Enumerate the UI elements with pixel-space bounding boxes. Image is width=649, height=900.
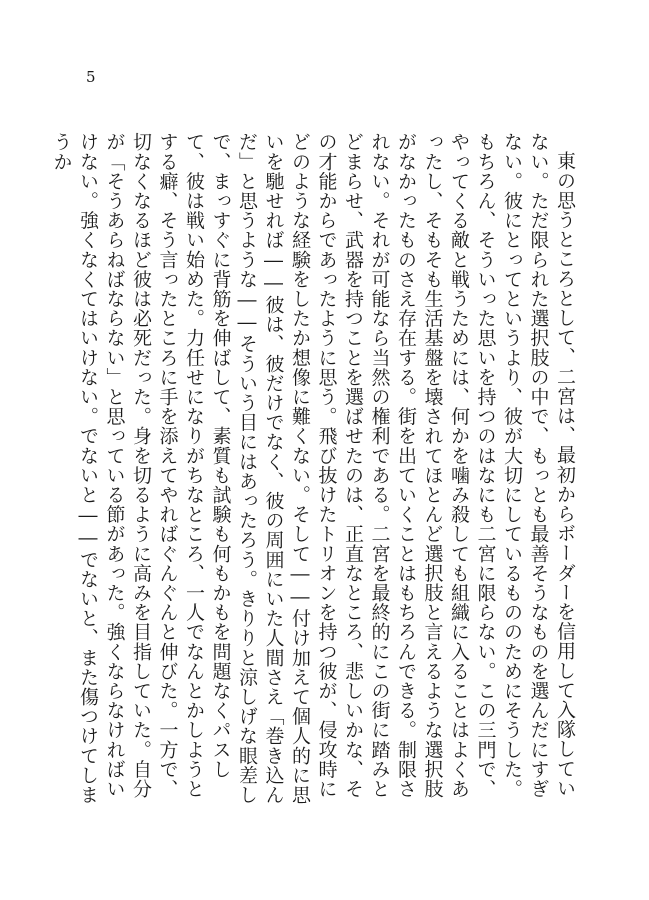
paragraph: 東の思うところとして、二宮は、最初からボーダーを信用して入隊していない。ただ限られた選択肢の中で、もっとも最善そうなものを選んだにすぎない。彼にとってというより、彼が大切にしているもののためにそうした。もちろん、そういった思いを持つのはなにも二宮に限らない。この三門で、やってくる敵と戦うためには、何かを噛み殺しても組織に入ることはよくあったし、そもそも生活基盤を壊されてほとんど選択肢と言えるような選択肢がなかったものさえ存在する。街を出ていくことはもちろんできる。制限されない。それが可能なら当然の権利である。二宮を最終的にこの街に踏みとどまらせ、武器を持つことを選ばせたのは、正直なところ、悲しいかな、その才能からであったように思う。飛び抜けたトリオンを持つ彼が、侵攻時にどのような経験をしたか想像に難くない。そして――付け加えて個人的に思いを馳せれば――彼は、彼だけでなく、彼の周囲にいた人間さえ「巻き込んだ」と思うような――そういう目にはあったろう。きりりと涼しげな眼差しで、まっすぐに背筋を伸ばして、素質も試験も何もかもを問題なくパスして、彼は戦い始めた。力任せになりがちなところ、一人でなんとかしようとする癖、そう言ったところに手を添えてやればぐんぐんと伸びた。一方で、切なくなるほど彼は必死だった。身を切るように高みを目指していた。自分が「そうあらねばならない」と思っている節があった。強くならなければいけない。強くなくてはいけない。でないと――でないと、また傷つけてしまうか (50, 132, 576, 805)
vertical-text-block (50, 132, 578, 812)
page-number: 5 (86, 68, 96, 86)
